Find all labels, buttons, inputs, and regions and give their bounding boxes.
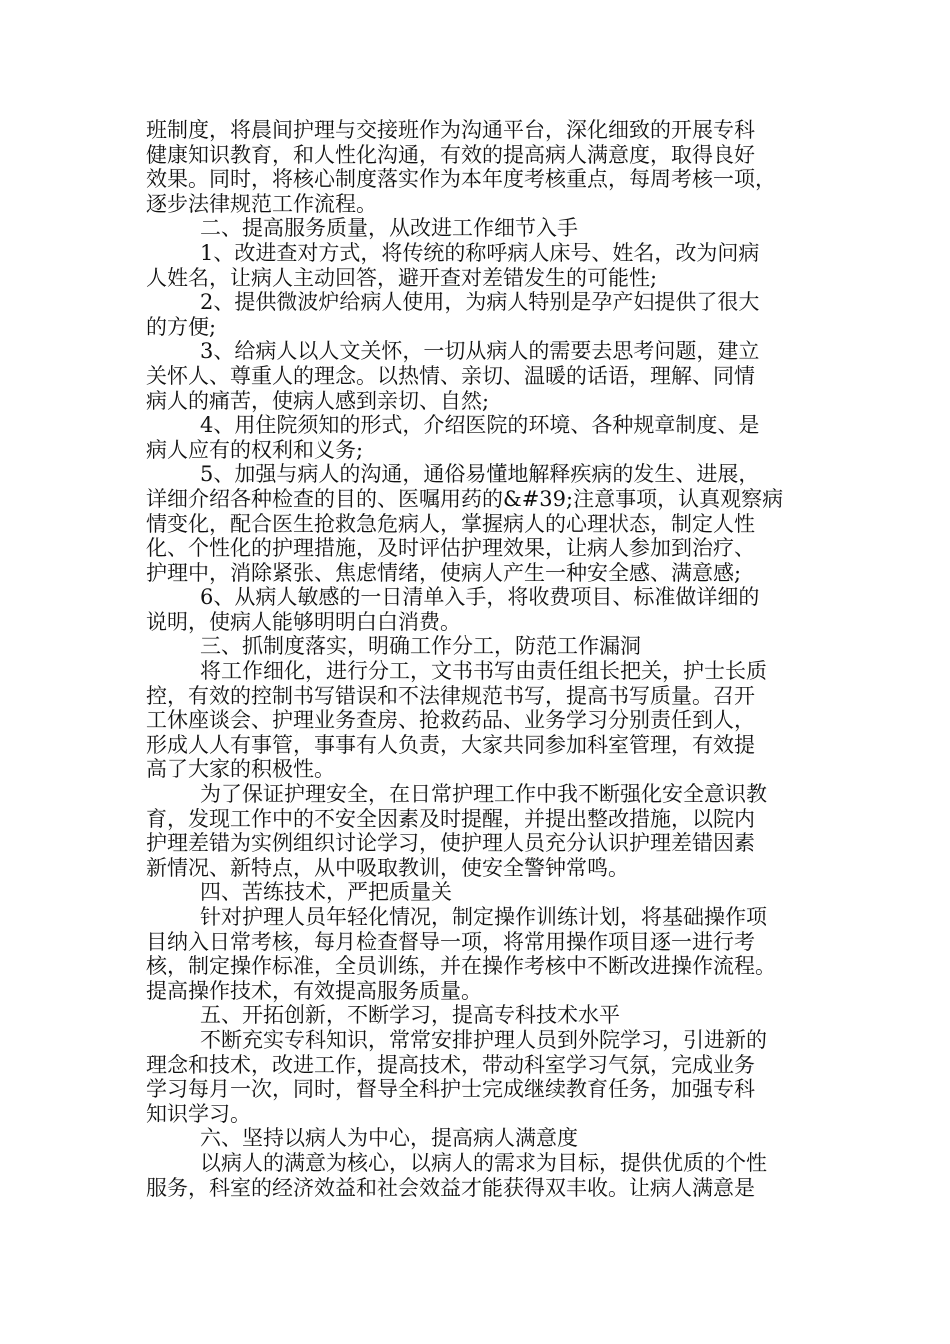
text-line: 工休座谈会、护理业务查房、抢救药品、业务学习分别责任到人， xyxy=(146,708,755,733)
text-line: 将工作细化，进行分工，文书书写由责任组长把关，护士长质 xyxy=(200,659,767,684)
text-line: 详细介绍各种检查的目的、医嘱用药的&#39;注意事项，认真观察病 xyxy=(146,486,784,511)
text-line: 核，制定操作标准，全员训练，并在操作考核中不断改进操作流程。 xyxy=(146,954,776,979)
text-line: 育，发现工作中的不安全因素及时提醒，并提出整改措施，以院内 xyxy=(146,806,755,831)
text-line: 提高操作技术，有效提高服务质量。 xyxy=(146,978,482,1003)
text-line: 针对护理人员年轻化情况，制定操作训练计划，将基础操作项 xyxy=(200,905,767,929)
text-line: 说明，使病人能够明明白白消费。 xyxy=(146,609,461,634)
text-line: 六、坚持以病人为中心，提高病人满意度 xyxy=(200,1126,578,1151)
text-line: 护理差错为实例组织讨论学习，使护理人员充分认识护理差错因素 xyxy=(146,831,755,856)
text-line: 服务，科室的经济效益和社会效益才能获得双丰收。让病人满意是 xyxy=(146,1175,755,1200)
text-line: 高了大家的积极性。 xyxy=(146,757,335,782)
text-line: 关怀人、尊重人的理念。以热情、亲切、温暖的话语，理解、同情 xyxy=(146,363,755,388)
text-line: 学习每月一次，同时，督导全科护士完成继续教育任务，加强专科 xyxy=(146,1077,755,1102)
document-body xyxy=(146,118,826,1200)
text-line: 1、改进查对方式，将传统的称呼病人床号、姓名，改为问病 xyxy=(200,240,760,265)
text-line: 病人应有的权利和义务; xyxy=(146,437,364,462)
text-line: 人姓名，让病人主动回答，避开查对差错发生的可能性; xyxy=(146,265,658,290)
text-line: 目纳入日常考核，每月检查督导一项，将常用操作项目逐一进行考 xyxy=(146,929,755,954)
text-line: 二、提高服务质量，从改进工作细节入手 xyxy=(200,216,578,241)
text-line: 效果。同时，将核心制度落实作为本年度考核重点，每周考核一项， xyxy=(146,167,776,192)
text-line: 五、开拓创新，不断学习，提高专科技术水平 xyxy=(200,1003,620,1028)
text-line: 6、从病人敏感的一日清单入手，将收费项目、标准做详细的 xyxy=(200,585,760,610)
text-line: 的方便; xyxy=(146,314,217,339)
text-line: 新情况、新特点，从中吸取教训，使安全警钟常鸣。 xyxy=(146,855,629,880)
text-line: 三、抓制度落实，明确工作分工，防范工作漏洞 xyxy=(200,634,641,659)
text-line: 健康知识教育，和人性化沟通，有效的提高病人满意度，取得良好 xyxy=(146,142,755,167)
text-line: 护理中，消除紧张、焦虑情绪，使病人产生一种安全感、满意感; xyxy=(146,560,742,585)
text-line: 以病人的满意为核心，以病人的需求为目标，提供优质的个性 xyxy=(200,1150,767,1175)
text-line: 2、提供微波炉给病人使用，为病人特别是孕产妇提供了很大 xyxy=(200,290,760,315)
text-line: 情变化，配合医生抢救急危病人，掌握病人的心理状态，制定人性 xyxy=(146,511,755,536)
text-line: 班制度，将晨间护理与交接班作为沟通平台，深化细致的开展专科 xyxy=(146,118,755,142)
text-line: 5、加强与病人的沟通，通俗易懂地解释疾病的发生、进展， xyxy=(200,462,760,487)
text-line: 4、用住院须知的形式，介绍医院的环境、各种规章制度、是 xyxy=(200,413,760,438)
text-line: 3、给病人以人文关怀，一切从病人的需要去思考问题，建立 xyxy=(200,339,760,364)
text-line: 四、苦练技术，严把质量关 xyxy=(200,880,452,905)
text-line: 病人的痛苦，使病人感到亲切、自然; xyxy=(146,388,490,413)
text-line: 形成人人有事管，事事有人负责，大家共同参加科室管理，有效提 xyxy=(146,732,755,757)
text-line: 不断充实专科知识，常常安排护理人员到外院学习，引进新的 xyxy=(200,1027,767,1052)
text-line: 控，有效的控制书写错误和不法律规范书写，提高书写质量。召开 xyxy=(146,683,755,708)
text-line: 理念和技术，改进工作，提高技术，带动科室学习气氛，完成业务 xyxy=(146,1052,755,1077)
text-line: 化、个性化的护理措施，及时评估护理效果，让病人参加到治疗、 xyxy=(146,536,755,561)
text-line: 逐步法律规范工作流程。 xyxy=(146,191,377,216)
text-line: 为了保证护理安全，在日常护理工作中我不断强化安全意识教 xyxy=(200,782,767,807)
text-line: 知识学习。 xyxy=(146,1101,251,1126)
